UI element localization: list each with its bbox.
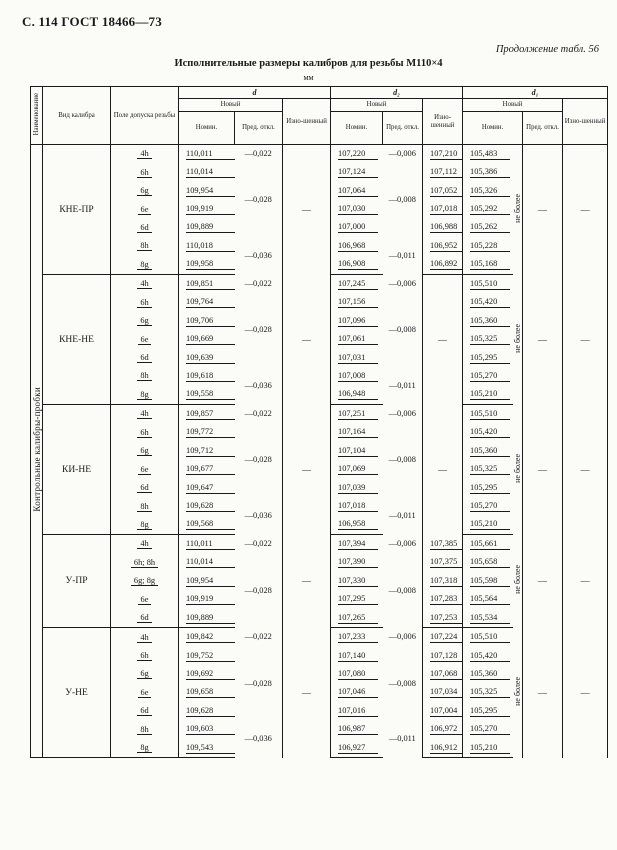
header-d-worn: Изно-шенный — [283, 99, 331, 145]
header-d2-nom: Номин. — [331, 112, 383, 145]
header-d2-worn: Изно-шенный — [423, 99, 463, 145]
tolerance-cell: 4h — [111, 275, 179, 294]
side-label: Контрольные калибры-пробки — [31, 145, 43, 758]
tolerance-cell: 6e — [111, 460, 179, 478]
d2-deviation-cell: —0,011 — [383, 721, 423, 758]
tolerance-cell: 6e — [111, 200, 179, 218]
tolerance-cell: 6e — [111, 330, 179, 348]
d2-deviation-cell: —0,008 — [383, 294, 423, 368]
tolerance-cell: 8g — [111, 739, 179, 758]
header-tolerance: Поле допуска резьбы — [111, 87, 179, 145]
d-nominal-cell: 109,647 — [179, 479, 235, 497]
d-nominal-cell: 109,568 — [179, 516, 235, 535]
d2-worn-cell: 107,253 — [423, 609, 463, 628]
header-d-nom: Номин. — [179, 112, 235, 145]
d1-nominal-cell: 105,262 — [463, 219, 513, 237]
d1-worn-cell: — — [563, 628, 608, 758]
d-nominal-cell: 109,954 — [179, 572, 235, 590]
tolerance-cell: 6h — [111, 424, 179, 442]
d1-nominal-cell: 105,210 — [463, 386, 513, 405]
d-nominal-cell: 109,706 — [179, 312, 235, 330]
d1-nominal-cell: 105,228 — [463, 237, 513, 255]
caliber-kind: У-НЕ — [43, 628, 111, 758]
tolerance-cell: 6g; 8g — [111, 572, 179, 590]
d1-nominal-cell: 105,661 — [463, 535, 513, 554]
d2-worn-cell: 107,034 — [423, 684, 463, 702]
tolerance-cell: 6g — [111, 312, 179, 330]
d-deviation-cell: —0,028 — [235, 163, 283, 237]
d1-nominal-cell: 105,360 — [463, 312, 513, 330]
tolerance-cell: 4h — [111, 405, 179, 424]
d-nominal-cell: 110,014 — [179, 163, 235, 181]
d2-worn-cell: 107,224 — [423, 628, 463, 647]
tolerance-cell: 4h — [111, 535, 179, 554]
d-nominal-cell: 110,018 — [179, 237, 235, 255]
d1-nominal-cell: 105,325 — [463, 684, 513, 702]
d2-deviation-cell: —0,008 — [383, 424, 423, 498]
d2-worn-cell: 106,972 — [423, 721, 463, 739]
d2-deviation-cell: —0,011 — [383, 367, 423, 404]
d2-worn-cell: 107,375 — [423, 554, 463, 572]
d1-nominal-cell: 105,325 — [463, 460, 513, 478]
d1-nominal-cell: 105,420 — [463, 424, 513, 442]
d1-nominal-cell: 105,325 — [463, 330, 513, 348]
tolerance-cell: 6e — [111, 684, 179, 702]
d1-nominal-cell: 105,295 — [463, 479, 513, 497]
caliber-kind: КИ-НЕ — [43, 405, 111, 535]
header-d-dev: Пред. откл. — [235, 112, 283, 145]
d2-nominal-cell: 107,016 — [331, 702, 383, 720]
d1-nominal-cell: 105,534 — [463, 609, 513, 628]
table-row — [31, 405, 608, 424]
tolerance-cell: 6d — [111, 349, 179, 367]
d2-worn-cell: 106,892 — [423, 256, 463, 275]
d2-worn-cell: 107,004 — [423, 702, 463, 720]
tolerance-cell: 4h — [111, 628, 179, 647]
d2-nominal-cell: 106,987 — [331, 721, 383, 739]
d1-deviation-cell: — — [523, 535, 563, 628]
d-deviation-cell: —0,022 — [235, 628, 283, 647]
d1-nominal-cell: 105,564 — [463, 591, 513, 609]
d2-worn-cell: — — [423, 405, 463, 535]
d1-nominal-cell: 105,295 — [463, 702, 513, 720]
d2-worn-cell: 107,283 — [423, 591, 463, 609]
d-nominal-cell: 109,958 — [179, 256, 235, 275]
d2-nominal-cell: 107,000 — [331, 219, 383, 237]
d1-nominal-cell: 105,658 — [463, 554, 513, 572]
tolerance-cell: 6h — [111, 294, 179, 312]
d-deviation-cell: —0,036 — [235, 367, 283, 404]
table-row — [31, 145, 608, 164]
d1-deviation-cell: — — [523, 405, 563, 535]
not-more-label: не более — [512, 676, 522, 706]
d-deviation-cell: —0,028 — [235, 424, 283, 498]
d1-nominal-cell: 105,360 — [463, 665, 513, 683]
header-kind: Вид калибра — [43, 87, 111, 145]
d1-nominal-cell: 105,210 — [463, 739, 513, 758]
d2-nominal-cell: 107,220 — [331, 145, 383, 164]
table-row — [31, 628, 608, 647]
tolerance-cell: 6h — [111, 163, 179, 181]
d2-nominal-cell: 107,031 — [331, 349, 383, 367]
d1-nominal-cell: 105,386 — [463, 163, 513, 181]
d-worn-cell: — — [283, 628, 331, 758]
d2-nominal-cell: 106,908 — [331, 256, 383, 275]
d2-worn-cell: 107,318 — [423, 572, 463, 590]
d2-worn-cell: 107,385 — [423, 535, 463, 554]
not-more-label: не более — [512, 193, 522, 223]
d-worn-cell: — — [283, 535, 331, 628]
tolerance-cell: 8h — [111, 721, 179, 739]
d1-nominal-cell: 105,510 — [463, 275, 513, 294]
d2-nominal-cell: 107,096 — [331, 312, 383, 330]
d2-deviation-cell: —0,006 — [383, 145, 423, 164]
d2-nominal-cell: 107,330 — [331, 572, 383, 590]
d1-nominal-cell: 105,510 — [463, 405, 513, 424]
d-nominal-cell: 109,919 — [179, 200, 235, 218]
d-nominal-cell: 110,011 — [179, 145, 235, 164]
tolerance-cell: 6d — [111, 219, 179, 237]
d-deviation-cell: —0,022 — [235, 145, 283, 164]
d2-nominal-cell: 107,104 — [331, 442, 383, 460]
d2-nominal-cell: 107,124 — [331, 163, 383, 181]
d1-nominal-cell: 105,295 — [463, 349, 513, 367]
d-nominal-cell: 109,919 — [179, 591, 235, 609]
continuation-label: Продолжение табл. 56 — [495, 44, 599, 55]
tolerance-cell: 6g — [111, 182, 179, 200]
d2-worn-cell: — — [423, 275, 463, 405]
d1-nominal-cell: 105,270 — [463, 721, 513, 739]
header-d2-new: Новый — [331, 99, 423, 112]
d2-worn-cell: 107,068 — [423, 665, 463, 683]
d2-nominal-cell: 107,030 — [331, 200, 383, 218]
tolerance-cell: 6g — [111, 442, 179, 460]
d-nominal-cell: 109,764 — [179, 294, 235, 312]
d-nominal-cell: 109,558 — [179, 386, 235, 405]
table-row — [31, 535, 608, 554]
d1-nominal-cell: 105,168 — [463, 256, 513, 275]
d2-nominal-cell: 106,958 — [331, 516, 383, 535]
d1-deviation-cell: — — [523, 145, 563, 275]
d1-worn-cell: — — [563, 145, 608, 275]
header-d: d — [179, 87, 331, 99]
table-title: Исполнительные размеры калибров для резьбы М110×4 — [174, 58, 443, 69]
d1-nominal-cell: 105,210 — [463, 516, 513, 535]
tolerance-cell: 4h — [111, 145, 179, 164]
d-worn-cell: — — [283, 145, 331, 275]
d-nominal-cell: 109,712 — [179, 442, 235, 460]
header-d2: d₂ — [331, 87, 463, 99]
d-nominal-cell: 109,543 — [179, 739, 235, 758]
tolerance-cell: 8g — [111, 516, 179, 535]
tolerance-cell: 6d — [111, 609, 179, 628]
d2-nominal-cell: 106,927 — [331, 739, 383, 758]
tolerance-cell: 8g — [111, 386, 179, 405]
d2-deviation-cell: —0,006 — [383, 405, 423, 424]
d2-nominal-cell: 107,164 — [331, 424, 383, 442]
d2-nominal-cell: 107,061 — [331, 330, 383, 348]
tolerance-cell: 8g — [111, 256, 179, 275]
d1-nominal-cell: 105,270 — [463, 497, 513, 515]
d-nominal-cell: 109,692 — [179, 665, 235, 683]
d-nominal-cell: 109,669 — [179, 330, 235, 348]
d2-nominal-cell: 107,295 — [331, 591, 383, 609]
caliber-kind: КНЕ-НЕ — [43, 275, 111, 405]
d-nominal-cell: 110,014 — [179, 554, 235, 572]
d-nominal-cell: 109,628 — [179, 702, 235, 720]
d-nominal-cell: 109,658 — [179, 684, 235, 702]
header-d1-nom: Номин. — [463, 112, 523, 145]
caliber-kind: У-ПР — [43, 535, 111, 628]
d2-nominal-cell: 107,265 — [331, 609, 383, 628]
d1-deviation-cell: — — [523, 628, 563, 758]
d-worn-cell: — — [283, 275, 331, 405]
d-worn-cell: — — [283, 405, 331, 535]
d2-worn-cell: 107,210 — [423, 145, 463, 164]
d-deviation-cell: —0,022 — [235, 405, 283, 424]
d-nominal-cell: 110,011 — [179, 535, 235, 554]
tolerance-cell: 6h — [111, 647, 179, 665]
dimensions-table — [30, 86, 608, 758]
page-reference: С. 114 ГОСТ 18466—73 — [22, 14, 162, 29]
header-d1: d₁ — [463, 87, 608, 99]
tolerance-cell: 6e — [111, 591, 179, 609]
d2-deviation-cell: —0,008 — [383, 163, 423, 237]
header-d2-dev: Пред. откл. — [383, 112, 423, 145]
d1-worn-cell: — — [563, 275, 608, 405]
d-nominal-cell: 109,889 — [179, 609, 235, 628]
tolerance-cell: 6d — [111, 479, 179, 497]
header-d1-dev: Пред. откл. — [523, 112, 563, 145]
not-more-label: не более — [512, 323, 522, 353]
d2-deviation-cell: —0,011 — [383, 237, 423, 274]
d-nominal-cell: 109,772 — [179, 424, 235, 442]
d2-nominal-cell: 106,948 — [331, 386, 383, 405]
tolerance-cell: 8h — [111, 237, 179, 255]
d-deviation-cell: —0,028 — [235, 647, 283, 721]
d1-nominal-cell: 105,292 — [463, 200, 513, 218]
header-d1-worn: Изно-шенный — [563, 99, 608, 145]
tolerance-cell: 8h — [111, 497, 179, 515]
d1-nominal-cell: 105,420 — [463, 294, 513, 312]
d-deviation-cell: —0,022 — [235, 275, 283, 294]
d-nominal-cell: 109,752 — [179, 647, 235, 665]
tolerance-cell: 6d — [111, 702, 179, 720]
d2-nominal-cell: 107,039 — [331, 479, 383, 497]
d1-nominal-cell: 105,360 — [463, 442, 513, 460]
d2-nominal-cell: 107,018 — [331, 497, 383, 515]
d-nominal-cell: 109,851 — [179, 275, 235, 294]
d-deviation-cell: —0,022 — [235, 535, 283, 554]
d2-deviation-cell: —0,008 — [383, 647, 423, 721]
d2-nominal-cell: 107,080 — [331, 665, 383, 683]
d2-worn-cell: 106,988 — [423, 219, 463, 237]
d2-nominal-cell: 107,233 — [331, 628, 383, 647]
d2-deviation-cell: —0,011 — [383, 497, 423, 534]
d-nominal-cell: 109,677 — [179, 460, 235, 478]
d-nominal-cell: 109,628 — [179, 497, 235, 515]
d2-worn-cell: 107,018 — [423, 200, 463, 218]
d1-nominal-cell: 105,326 — [463, 182, 513, 200]
header-d1-new: Новый — [463, 99, 563, 112]
d1-nominal-cell: 105,598 — [463, 572, 513, 590]
d2-deviation-cell: —0,006 — [383, 275, 423, 294]
d2-nominal-cell: 107,069 — [331, 460, 383, 478]
d-nominal-cell: 109,603 — [179, 721, 235, 739]
d2-nominal-cell: 107,156 — [331, 294, 383, 312]
table-row — [31, 275, 608, 294]
tolerance-cell: 6g — [111, 665, 179, 683]
d-deviation-cell: —0,036 — [235, 237, 283, 274]
d1-nominal-cell: 105,270 — [463, 367, 513, 385]
d2-nominal-cell: 107,245 — [331, 275, 383, 294]
d2-worn-cell: 107,112 — [423, 163, 463, 181]
d1-worn-cell: — — [563, 535, 608, 628]
not-more-label: не более — [512, 565, 522, 595]
d2-nominal-cell: 107,140 — [331, 647, 383, 665]
d-deviation-cell: —0,036 — [235, 721, 283, 758]
d2-worn-cell: 107,052 — [423, 182, 463, 200]
d2-deviation-cell: —0,006 — [383, 628, 423, 647]
units-label: мм — [303, 73, 314, 82]
d1-deviation-cell: — — [523, 275, 563, 405]
tolerance-cell: 8h — [111, 367, 179, 385]
not-more-label: не более — [512, 453, 522, 483]
d2-deviation-cell: —0,006 — [383, 535, 423, 554]
header-d-new: Новый — [179, 99, 283, 112]
d-nominal-cell: 109,889 — [179, 219, 235, 237]
d2-nominal-cell: 107,390 — [331, 554, 383, 572]
caliber-kind: КНЕ-ПР — [43, 145, 111, 275]
d2-nominal-cell: 106,968 — [331, 237, 383, 255]
d2-nominal-cell: 107,008 — [331, 367, 383, 385]
d-nominal-cell: 109,842 — [179, 628, 235, 647]
d2-deviation-cell: —0,008 — [383, 554, 423, 628]
d2-nominal-cell: 107,251 — [331, 405, 383, 424]
d2-worn-cell: 107,128 — [423, 647, 463, 665]
d-deviation-cell: —0,028 — [235, 294, 283, 368]
table-body — [31, 145, 608, 758]
d1-nominal-cell: 105,420 — [463, 647, 513, 665]
d-nominal-cell: 109,618 — [179, 367, 235, 385]
d2-worn-cell: 106,952 — [423, 237, 463, 255]
d2-nominal-cell: 107,394 — [331, 535, 383, 554]
d1-worn-cell: — — [563, 405, 608, 535]
d2-nominal-cell: 107,046 — [331, 684, 383, 702]
d-deviation-cell: —0,028 — [235, 554, 283, 628]
d-nominal-cell: 109,954 — [179, 182, 235, 200]
tolerance-cell: 6h; 8h — [111, 554, 179, 572]
header-name: Наименование — [31, 87, 43, 145]
d-nominal-cell: 109,857 — [179, 405, 235, 424]
d1-nominal-cell: 105,510 — [463, 628, 513, 647]
d2-nominal-cell: 107,064 — [331, 182, 383, 200]
d-deviation-cell: —0,036 — [235, 497, 283, 534]
d-nominal-cell: 109,639 — [179, 349, 235, 367]
d2-worn-cell: 106,912 — [423, 739, 463, 758]
d1-nominal-cell: 105,483 — [463, 145, 513, 164]
